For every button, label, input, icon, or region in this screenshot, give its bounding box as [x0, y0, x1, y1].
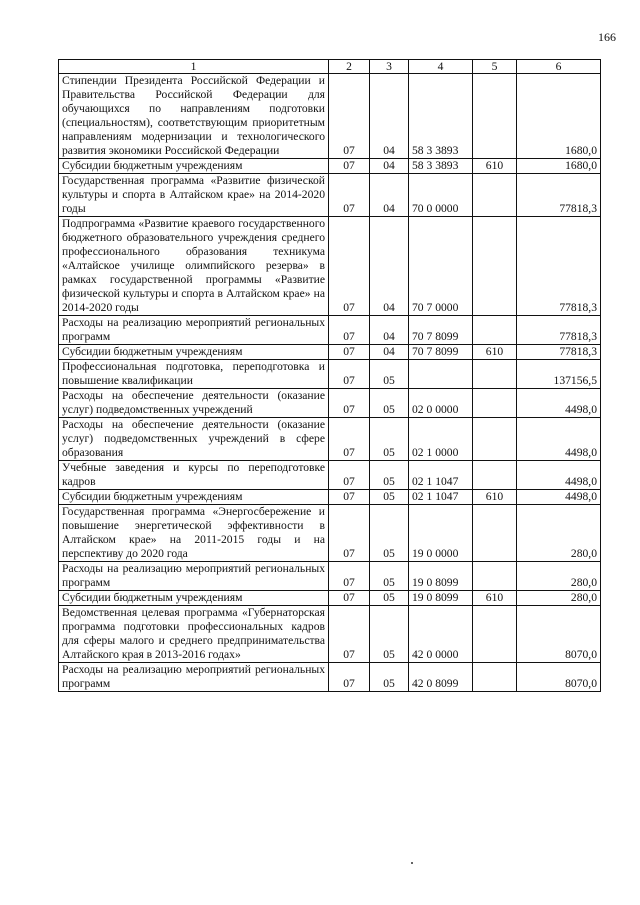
row-target-cell: 02 0 0000 [409, 389, 473, 418]
table-row [59, 217, 601, 316]
header-col-3: 3 [370, 60, 409, 74]
row-expense-type-cell [473, 74, 517, 159]
row-amount-cell: 280,0 [517, 591, 601, 606]
row-section-cell: 05 [370, 418, 409, 461]
row-target-cell: 70 7 8099 [409, 316, 473, 345]
table-row [59, 174, 601, 217]
row-expense-type-cell [473, 562, 517, 591]
row-expense-type-cell [473, 461, 517, 490]
row-code-cell: 07 [329, 345, 370, 360]
row-amount-cell: 280,0 [517, 505, 601, 562]
row-expense-type-cell [473, 360, 517, 389]
header-col-6: 6 [517, 60, 601, 74]
row-name-cell: Субсидии бюджетным учреждениям [59, 159, 329, 174]
row-section-cell: 04 [370, 174, 409, 217]
row-target-cell: 58 3 3893 [409, 74, 473, 159]
header-col-5: 5 [473, 60, 517, 74]
row-expense-type-cell [473, 505, 517, 562]
header-col-2: 2 [329, 60, 370, 74]
budget-table [58, 59, 601, 692]
row-name-cell: Учебные заведения и курсы по переподготовке кадров [59, 461, 329, 490]
row-code-cell: 07 [329, 217, 370, 316]
table-row [59, 159, 601, 174]
row-expense-type-cell [473, 663, 517, 692]
row-expense-type-cell: 610 [473, 159, 517, 174]
row-amount-cell: 4498,0 [517, 389, 601, 418]
row-section-cell: 05 [370, 663, 409, 692]
row-expense-type-cell [473, 418, 517, 461]
table-row [59, 418, 601, 461]
row-name-cell: Подпрограмма «Развитие краевого государственного бюджетного образовательного учреждения среднего профессионального образования техникума «Алтайское училище олимпийского резерва» в рамках государственной программы «Развитие физической культуры и спорта в Алтайском крае» на 2014-2020 годы [59, 217, 329, 316]
row-section-cell: 04 [370, 74, 409, 159]
row-amount-cell: 77818,3 [517, 316, 601, 345]
row-section-cell: 04 [370, 217, 409, 316]
row-expense-type-cell [473, 389, 517, 418]
table-row [59, 591, 601, 606]
scan-speck [411, 862, 413, 864]
row-amount-cell: 1680,0 [517, 74, 601, 159]
row-target-cell: 42 0 8099 [409, 663, 473, 692]
table-header [59, 60, 601, 74]
row-section-cell: 04 [370, 316, 409, 345]
header-col-1: 1 [59, 60, 329, 74]
row-name-cell: Субсидии бюджетным учреждениям [59, 591, 329, 606]
row-name-cell: Субсидии бюджетным учреждениям [59, 490, 329, 505]
row-target-cell: 19 0 0000 [409, 505, 473, 562]
row-section-cell: 05 [370, 505, 409, 562]
row-name-cell: Расходы на реализацию мероприятий региональных программ [59, 562, 329, 591]
row-expense-type-cell [473, 174, 517, 217]
row-target-cell: 70 7 8099 [409, 345, 473, 360]
row-amount-cell: 8070,0 [517, 663, 601, 692]
row-amount-cell: 280,0 [517, 562, 601, 591]
row-target-cell: 02 1 0000 [409, 418, 473, 461]
row-amount-cell: 77818,3 [517, 345, 601, 360]
table-row [59, 461, 601, 490]
row-name-cell: Расходы на обеспечение деятельности (оказание услуг) подведомственных учреждений [59, 389, 329, 418]
row-expense-type-cell: 610 [473, 345, 517, 360]
row-name-cell: Расходы на обеспечение деятельности (оказание услуг) подведомственных учреждений в сфере образования [59, 418, 329, 461]
row-expense-type-cell [473, 606, 517, 663]
row-code-cell: 07 [329, 316, 370, 345]
row-expense-type-cell: 610 [473, 591, 517, 606]
row-target-cell: 02 1 1047 [409, 461, 473, 490]
header-row [59, 60, 601, 74]
row-section-cell: 05 [370, 461, 409, 490]
row-name-cell: Ведомственная целевая программа «Губернаторская программа подготовки профессиональных кадров для сферы малого и среднего предпринимательства Алтайского края в 2013-2016 годах» [59, 606, 329, 663]
row-target-cell: 19 0 8099 [409, 591, 473, 606]
row-code-cell: 07 [329, 606, 370, 663]
row-section-cell: 05 [370, 360, 409, 389]
row-code-cell: 07 [329, 461, 370, 490]
table-row [59, 360, 601, 389]
row-amount-cell: 8070,0 [517, 606, 601, 663]
row-target-cell: 19 0 8099 [409, 562, 473, 591]
table-row [59, 562, 601, 591]
row-code-cell: 07 [329, 591, 370, 606]
table-row [59, 316, 601, 345]
table-row [59, 505, 601, 562]
row-amount-cell: 4498,0 [517, 490, 601, 505]
row-code-cell: 07 [329, 490, 370, 505]
row-amount-cell: 137156,5 [517, 360, 601, 389]
row-expense-type-cell [473, 316, 517, 345]
row-amount-cell: 77818,3 [517, 217, 601, 316]
row-section-cell: 04 [370, 345, 409, 360]
row-code-cell: 07 [329, 418, 370, 461]
row-name-cell: Стипендии Президента Российской Федерации и Правительства Российской Федерации для обучающихся по направлениям подготовки (специальностям), соответствующим приоритетным направлениям модернизации и технологического развития экономики Российской Федерации [59, 74, 329, 159]
row-name-cell: Государственная программа «Развитие физической культуры и спорта в Алтайском крае» на 2014-2020 годы [59, 174, 329, 217]
page-number: 166 [598, 30, 616, 44]
row-code-cell: 07 [329, 562, 370, 591]
row-expense-type-cell: 610 [473, 490, 517, 505]
row-name-cell: Профессиональная подготовка, переподготовка и повышение квалификации [59, 360, 329, 389]
row-code-cell: 07 [329, 663, 370, 692]
row-code-cell: 07 [329, 74, 370, 159]
row-name-cell: Расходы на реализацию мероприятий региональных программ [59, 663, 329, 692]
table-row [59, 389, 601, 418]
row-code-cell: 07 [329, 389, 370, 418]
row-target-cell: 02 1 1047 [409, 490, 473, 505]
table-row [59, 490, 601, 505]
row-section-cell: 04 [370, 159, 409, 174]
row-section-cell: 05 [370, 591, 409, 606]
row-amount-cell: 4498,0 [517, 461, 601, 490]
row-code-cell: 07 [329, 360, 370, 389]
table-row [59, 345, 601, 360]
row-target-cell: 42 0 0000 [409, 606, 473, 663]
row-section-cell: 05 [370, 389, 409, 418]
table-row [59, 606, 601, 663]
row-code-cell: 07 [329, 159, 370, 174]
row-section-cell: 05 [370, 490, 409, 505]
row-name-cell: Субсидии бюджетным учреждениям [59, 345, 329, 360]
row-target-cell [409, 360, 473, 389]
row-amount-cell: 4498,0 [517, 418, 601, 461]
row-section-cell: 05 [370, 606, 409, 663]
row-amount-cell: 77818,3 [517, 174, 601, 217]
row-name-cell: Расходы на реализацию мероприятий региональных программ [59, 316, 329, 345]
row-section-cell: 05 [370, 562, 409, 591]
row-amount-cell: 1680,0 [517, 159, 601, 174]
table-row [59, 663, 601, 692]
row-expense-type-cell [473, 217, 517, 316]
table-row [59, 74, 601, 159]
row-code-cell: 07 [329, 505, 370, 562]
row-target-cell: 70 7 0000 [409, 217, 473, 316]
row-target-cell: 58 3 3893 [409, 159, 473, 174]
row-code-cell: 07 [329, 174, 370, 217]
row-target-cell: 70 0 0000 [409, 174, 473, 217]
row-name-cell: Государственная программа «Энергосбережение и повышение энергетической эффективности в Алтайском крае» на 2011-2015 годы и на перспективу до 2020 года [59, 505, 329, 562]
header-col-4: 4 [409, 60, 473, 74]
table-body [59, 74, 601, 692]
